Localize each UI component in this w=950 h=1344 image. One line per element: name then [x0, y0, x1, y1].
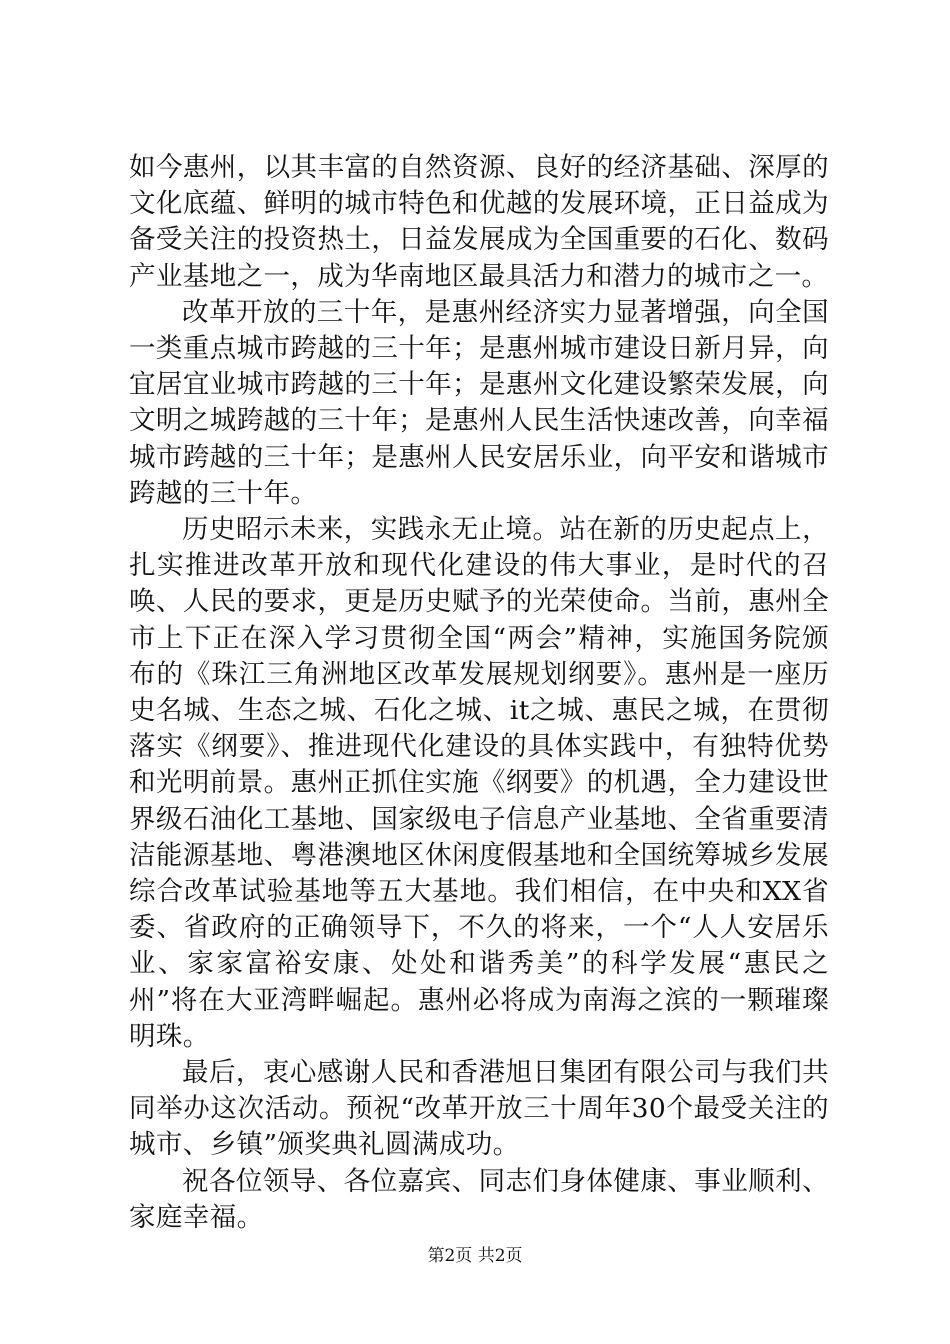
- page-number-label: 第2页 共2页: [427, 1246, 523, 1266]
- paragraph-1: 如今惠州，以其丰富的自然资源、良好的经济基础、深厚的文化底蕴、鲜明的城市特色和优越的发展环境，正日益成为备受关注的投资热土，日益发展成为全国重要的石化、数码产业基地之一，成为华南地区最具活力和潜力的城市之一。: [129, 152, 829, 292]
- document-body: [129, 150, 829, 1236]
- paragraph-4: 最后，衷心感谢人民和香港旭日集团有限公司与我们共同举办这次活动。预祝“改革开放三十周年30个最受关注的城市、乡镇”颁奖典礼圆满成功。: [129, 1057, 829, 1161]
- paragraph-2: 改革开放的三十年，是惠州经济实力显著增强，向全国一类重点城市跨越的三十年；是惠州城市建设日新月异，向宜居宜业城市跨越的三十年；是惠州文化建设繁荣发展，向文明之城跨越的三十年；是惠州人民生活快速改善，向幸福城市跨越的三十年；是惠州人民安居乐业，向平安和谐城市跨越的三十年。: [129, 296, 829, 509]
- paragraph-3: 历史昭示未来，实践永无止境。站在新的历史起点上，扎实推进改革开放和现代化建设的伟大事业，是时代的召唤、人民的要求，更是历史赋予的光荣使命。当前，惠州全市上下正在深入学习贯彻全国“两会”精神，实施国务院颁布的《珠江三角洲地区改革发展规划纲要》。惠州是一座历史名城、生态之城、石化之城、it之城、惠民之城，在贯彻落实《纲要》、推进现代化建设的具体实践中，有独特优势和光明前景。惠州正抓住实施《纲要》的机遇，全力建设世界级石油化工基地、国家级电子信息产业基地、全省重要清洁能源基地、粤港澳地区休闲度假基地和全国统筹城乡发展综合改革试验基地等五大基地。我们相信，在中央和XX省委、省政府的正确领导下，不久的将来，一个“人人安居乐业、家家富裕安康、处处和谐秀美”的科学发展“惠民之州”将在大亚湾畔崛起。惠州必将成为南海之滨的一颗璀璨明珠。: [129, 514, 829, 1052]
- paragraph-5: 祝各位领导、各位嘉宾、同志们身体健康、事业顺利、家庭幸福。: [129, 1165, 829, 1233]
- page-footer: [0, 1245, 950, 1267]
